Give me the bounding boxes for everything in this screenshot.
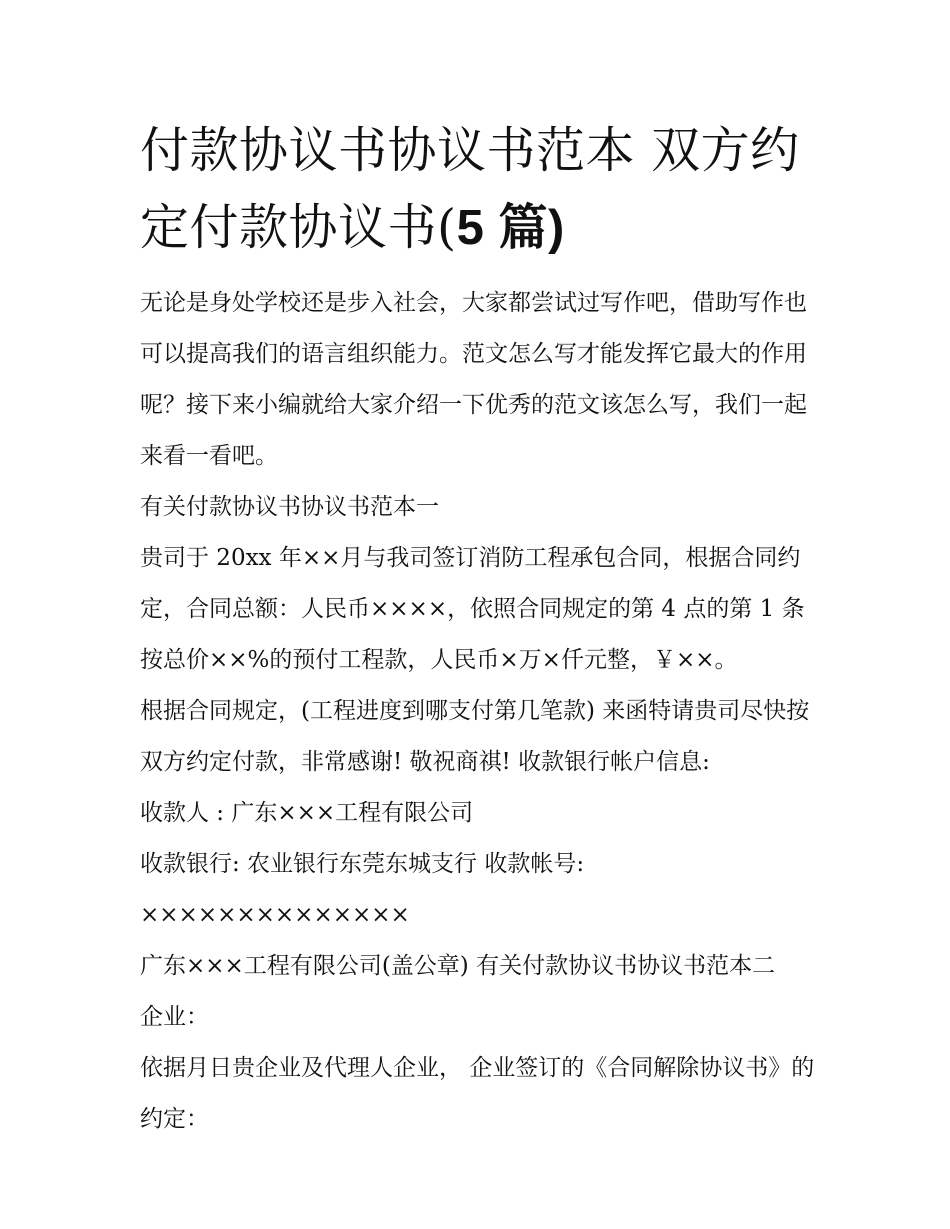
title-text-part1: 付款协议书协议书范本 双方约定付款协议书( (140, 122, 800, 256)
payee-line: 收款人 : 广东×××工程有限公司 (140, 800, 474, 826)
document-title (140, 112, 820, 267)
title-number: 5 (456, 201, 485, 255)
payment-request-paragraph: 根据合同规定，(工程进度到哪支付第几笔款) 来函特请贵司尽快按双方约定付款，非常感谢! 敬祝商祺! 收款银行帐户信息: (140, 698, 810, 775)
intro-paragraph: 无论是身处学校还是步入社会，大家都尝试过写作吧，借助写作也可以提高我们的语言组织能力。范文怎么写才能发挥它最大的作用呢？接下来小编就给大家介绍一下优秀的范文该怎么写，我们一起来看一看吧。 (140, 290, 807, 469)
document-body (140, 278, 820, 1145)
enterprise-line: 企业： (140, 1004, 209, 1030)
agreement-paragraph: 依据月日贵企业及代理人企业， 企业签订的《合同解除协议书》的约定： (140, 1055, 815, 1132)
section-heading-1: 有关付款协议书协议书范本一 (140, 494, 439, 520)
bank-account-line: 收款银行: 农业银行东莞东城支行 收款帐号: ×××××××××××××× (140, 851, 585, 928)
title-text-part2: 篇) (484, 201, 565, 255)
company-seal-line: 广东×××工程有限公司(盖公章) 有关付款协议书协议书范本二 (140, 953, 776, 979)
contract-paragraph: 贵司于 20xx 年××月与我司签订消防工程承包合同，根据合同约定，合同总额：人民币××××，依照合同规定的第 4 点的第 1 条按总价××%的预付工程款，人民币×万×仟元整，￥××。 (140, 545, 805, 673)
